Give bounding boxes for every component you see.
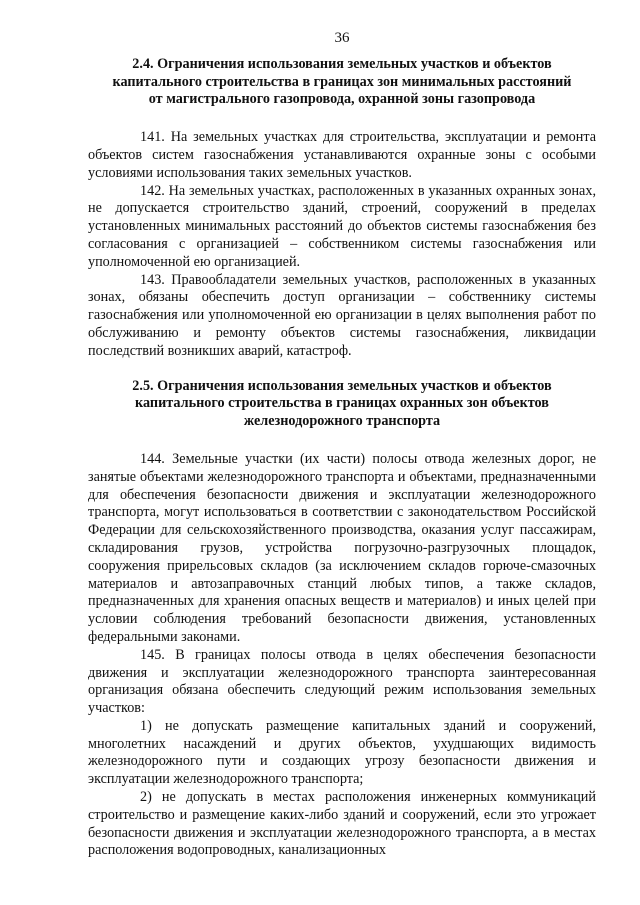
heading-line: от магистрального газопровода, охранной зоны газопровода: [148, 91, 536, 108]
heading-line: 2.4. Ограничения использования земельных участков и объектов: [132, 55, 552, 72]
document-page: [88, 30, 596, 860]
paragraph-145-item-2: 2) не допускать в местах расположения инженерных коммуникаций строительство и размещение каких-либо зданий и сооружений, если это угрожает безопасности движения и эксплуатации железнодорожного транспорта, а в местах расположения водопроводных, канализационных: [88, 789, 596, 859]
heading-line: 2.5. Ограничения использования земельных участков и объектов: [132, 377, 552, 394]
heading-line: капитального строительства в границах охранных зон объектов: [135, 395, 549, 412]
heading-line: железнодорожного транспорта: [243, 413, 441, 430]
page-number: 36: [334, 30, 350, 46]
heading-line: капитального строительства в границах зон минимальных расстояний: [112, 73, 572, 90]
section-2-4-heading: [88, 56, 596, 109]
section-2-5-heading: [88, 378, 596, 431]
paragraph-144: 144. Земельные участки (их части) полосы отвода железных дорог, не занятые объектами железнодорожного транспорта и объектами, предназначенными для обеспечения безопасности движения и эксплуатации железнодорожного транспорта, могут использоваться в соответствии с законодательством Российской Федерации для сельскохозяйственного производства, оказания услуг пассажирам, складирования грузов, устройства погрузочно-разгрузочных площадок, сооружения прирельсовых складов (за исключением складов горюче-смазочных материалов и автозаправочных станций любых типов, а также складов, предназначенных для хранения опасных веществ и материалов) и иных целей при условии соблюдения требований безопасности движения, установленных федеральными законами.: [88, 450, 596, 645]
paragraph-145: 145. В границах полосы отвода в целях обеспечения безопасности движения и эксплуатации железнодорожного транспорта заинтересованная организация обязана обеспечить следующий режим использования земельных участков:: [88, 646, 596, 717]
paragraph-145-item-1: 1) не допускать размещение капитальных зданий и сооружений, многолетних насаждений и других объектов, ухудшающих видимость железнодорожного пути и создающих угрозу безопасности движения и эксплуатации железнодорожного транспорта;: [88, 717, 596, 788]
paragraph-141: 141. На земельных участках для строительства, эксплуатации и ремонта объектов систем газоснабжения устанавливаются охранные зоны с особыми условиями использования таких земельных участков.: [88, 129, 596, 181]
paragraph-142: 142. На земельных участках, расположенных в указанных охранных зонах, не допускается строительство зданий, строений, сооружений в пределах установленных минимальных расстояний до объектов системы газоснабжения без согласования с организацией – собственником системы газоснабжения или уполномоченной ею организацией.: [88, 182, 596, 270]
paragraph-143: 143. Правообладатели земельных участков, расположенных в указанных зонах, обязаны обеспечить доступ организации – собственнику системы газоснабжения или уполномоченной ею организации в целях выполнения работ по обслуживанию и ремонту объектов системы газоснабжения, ликвидации последствий возникших аварий, катастроф.: [88, 271, 596, 359]
